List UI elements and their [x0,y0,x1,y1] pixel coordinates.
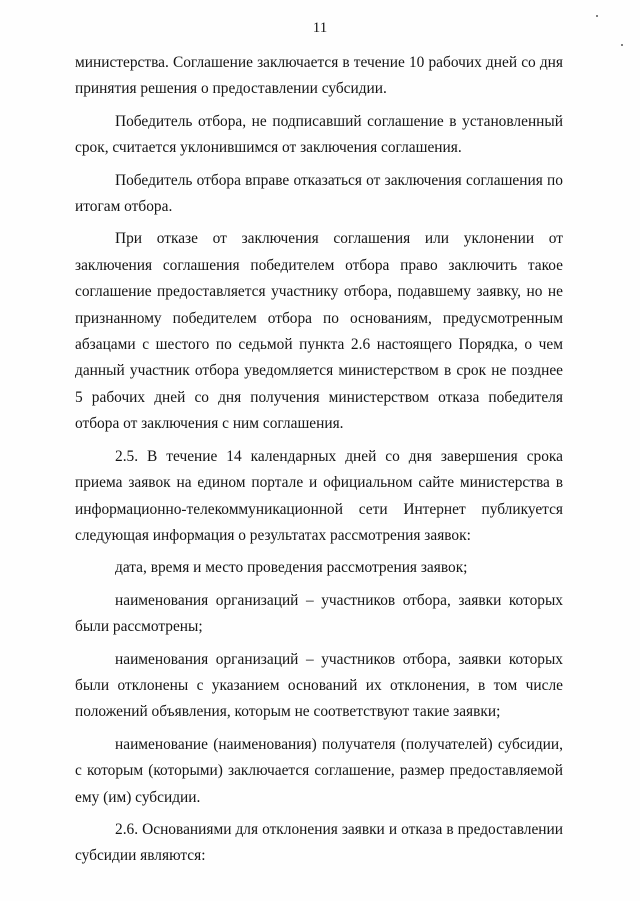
scan-speck [621,44,623,46]
paragraph-9: наименование (наименования) получателя (получателей) субсидии, с которым (которыми) заключается соглашение, размер предоставляемой ему (им) субсидии. [75,735,563,806]
page-number: 11 [312,20,328,36]
scan-speck [596,15,598,17]
paragraph-3: Победитель отбора вправе отказаться от заключения соглашения по итогам отбора. [75,171,563,216]
paragraph-6: дата, время и место проведения рассмотрения заявок; [115,559,468,577]
paragraph-10: 2.6. Основаниями для отклонения заявки и отказа в предоставлении субсидии являются: [75,820,563,865]
paragraph-8: наименования организаций – участников отбора, заявки которых были отклонены с указанием оснований их отклонения, в том числе положений объявления, которым не соответствуют такие заявки; [75,650,563,721]
paragraph-2: Победитель отбора, не подписавший соглашение в установленный срок, считается уклонившимся от заключения соглашения. [75,112,563,157]
paragraph-7: наименования организаций – участников отбора, заявки которых были рассмотрены; [75,591,563,636]
paragraph-4: При отказе от заключения соглашения или уклонении от заключения соглашения победителем отбора право заключить такое соглашение предоставляется участнику отбора, подавшему заявку, но не признанному победителем отбора по основаниям, предусмотренным абзацами с шестого по седьмой пункта 2.6 настоящего Порядка, о чем данный участник отбора уведомляется министерством в срок не позднее 5 рабочих дней со дня получения министерством отказа победителя отбора от заключения с ним соглашения. [75,230,563,433]
paragraph-5: 2.5. В течение 14 календарных дней со дня завершения срока приема заявок на едином портале и официальном сайте министерства в информационно-телекоммуникационной сети Интернет публикуется следующая информация о результатах рассмотрения заявок: [75,447,563,544]
document-body [75,50,563,870]
paragraph-1: министерства. Соглашение заключается в течение 10 рабочих дней со дня принятия решения о предоставлении субсидии. [75,54,563,98]
